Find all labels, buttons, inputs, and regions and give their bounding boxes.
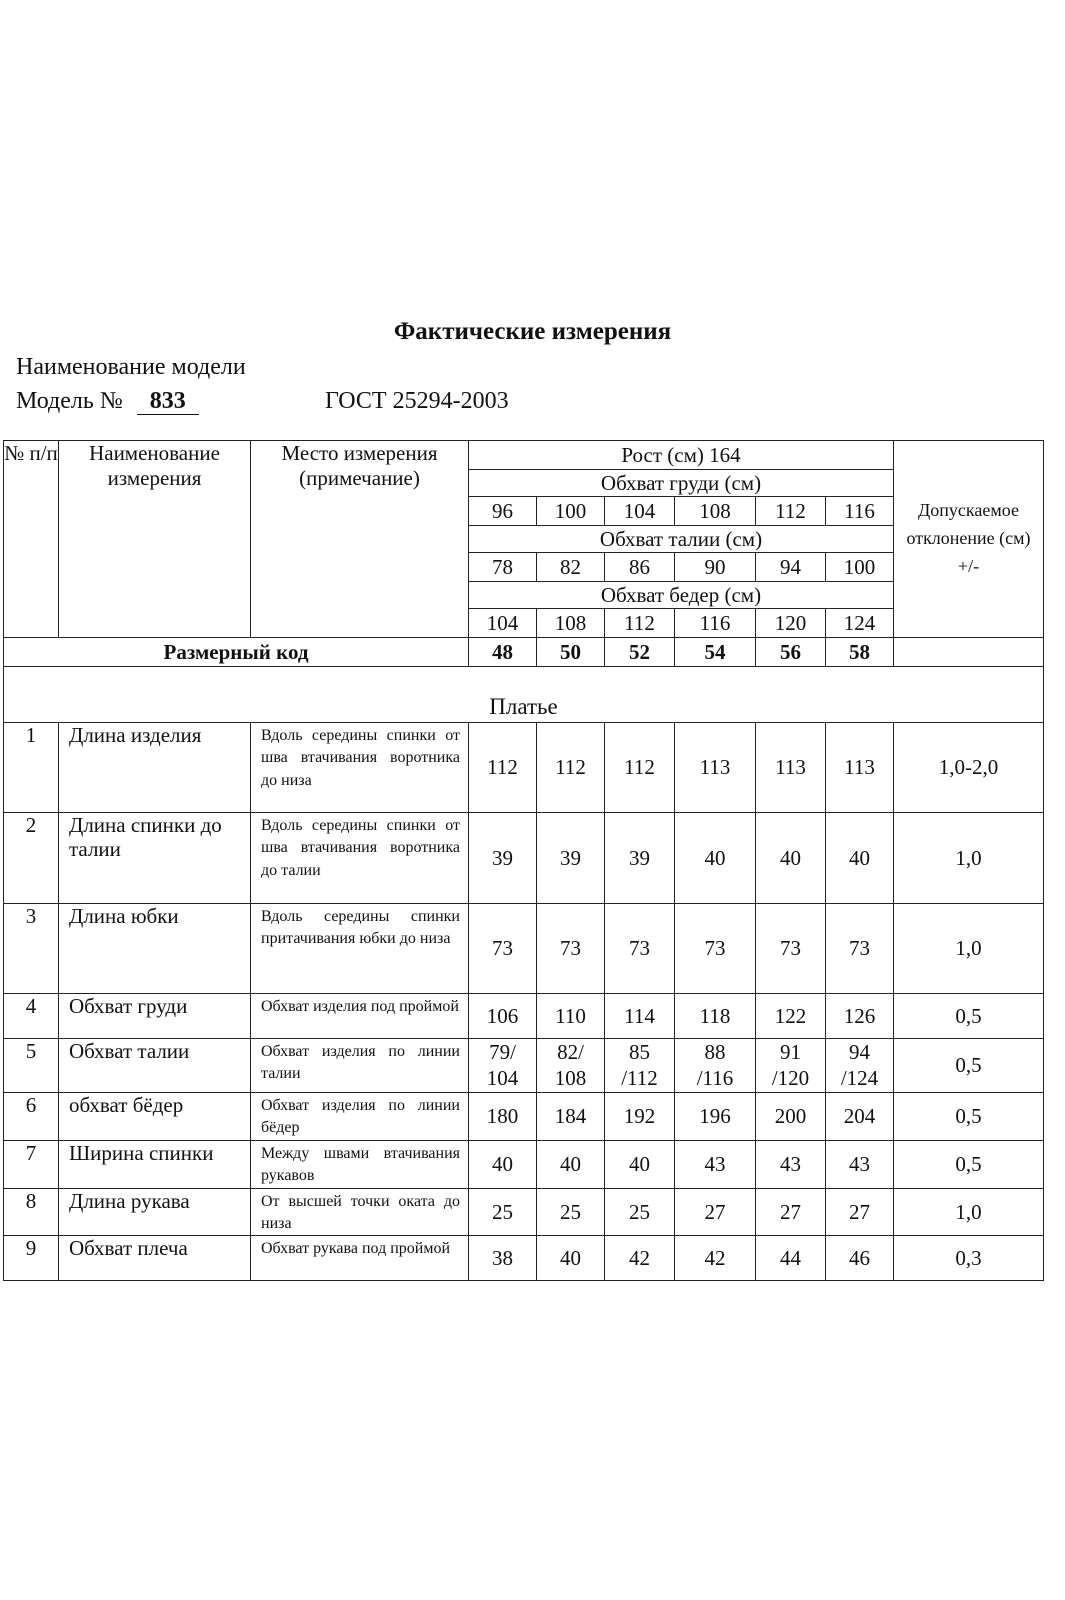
hips-value: 124 xyxy=(826,609,894,638)
row-value: 40 xyxy=(537,1236,605,1281)
row-note: Между швами втачивания рукавов xyxy=(251,1140,469,1188)
value-part: 82/ xyxy=(557,1040,584,1065)
row-value: 46 xyxy=(826,1236,894,1281)
row-name: Длина юбки xyxy=(59,904,251,994)
model-number-label: Модель № xyxy=(16,388,123,414)
value-part: 79/ xyxy=(489,1040,516,1065)
row-value: 184 xyxy=(537,1093,605,1141)
table-row xyxy=(4,904,1044,994)
table-row xyxy=(4,994,1044,1039)
row-value: 196 xyxy=(675,1093,756,1141)
row-value: 192 xyxy=(605,1093,675,1141)
size-code-tolerance-empty xyxy=(894,638,1044,667)
row-note: Вдоль середины спинки от шва втачивания воротника до низа xyxy=(251,723,469,813)
size-code: 58 xyxy=(826,638,894,667)
row-value xyxy=(469,1039,537,1093)
row-note: Обхват изделия под проймой xyxy=(251,994,469,1039)
row-tolerance: 1,0 xyxy=(894,813,1044,904)
row-value: 126 xyxy=(826,994,894,1039)
row-value: 112 xyxy=(469,723,537,813)
document-title: Фактические измерения xyxy=(393,318,672,345)
chest-value: 112 xyxy=(756,497,826,526)
row-value xyxy=(826,1039,894,1093)
table-row xyxy=(4,1236,1044,1281)
row-value: 73 xyxy=(605,904,675,994)
row-value: 25 xyxy=(605,1188,675,1236)
row-note: Вдоль середины спинки притачивания юбки до низа xyxy=(251,904,469,994)
row-value: 40 xyxy=(756,813,826,904)
row-name: Обхват плеча xyxy=(59,1236,251,1281)
header-chest: Обхват груди (см) xyxy=(469,470,894,497)
header-tolerance: Допускаемое отклонение (см) +/- xyxy=(894,441,1044,638)
row-value: 25 xyxy=(537,1188,605,1236)
row-number: 8 xyxy=(4,1188,59,1236)
size-code-row xyxy=(4,638,1044,667)
chest-value: 104 xyxy=(605,497,675,526)
row-value: 113 xyxy=(756,723,826,813)
model-name-label: Наименование модели xyxy=(16,354,246,380)
chest-value: 96 xyxy=(469,497,537,526)
size-code: 56 xyxy=(756,638,826,667)
row-name: Ширина спинки xyxy=(59,1140,251,1188)
chest-value: 100 xyxy=(537,497,605,526)
row-value: 118 xyxy=(675,994,756,1039)
hips-value: 112 xyxy=(605,609,675,638)
row-note: Обхват изделия по линии талии xyxy=(251,1039,469,1093)
row-value: 180 xyxy=(469,1093,537,1141)
section-title: Платье xyxy=(4,667,1044,723)
model-number: 833 xyxy=(137,388,199,415)
row-name: Длина спинки до талии xyxy=(59,813,251,904)
value-part: 108 xyxy=(554,1065,587,1090)
row-value xyxy=(675,1039,756,1093)
table-row xyxy=(4,1188,1044,1236)
row-tolerance: 1,0-2,0 xyxy=(894,723,1044,813)
row-value: 38 xyxy=(469,1236,537,1281)
row-number: 9 xyxy=(4,1236,59,1281)
chest-value: 108 xyxy=(675,497,756,526)
row-value: 39 xyxy=(469,813,537,904)
waist-value: 82 xyxy=(537,553,605,582)
row-name: Длина рукава xyxy=(59,1188,251,1236)
row-value: 27 xyxy=(675,1188,756,1236)
row-value: 43 xyxy=(756,1140,826,1188)
row-value: 112 xyxy=(605,723,675,813)
row-tolerance: 1,0 xyxy=(894,1188,1044,1236)
row-tolerance: 0,5 xyxy=(894,1039,1044,1093)
value-part: /116 xyxy=(696,1065,734,1090)
size-code: 52 xyxy=(605,638,675,667)
row-tolerance: 0,3 xyxy=(894,1236,1044,1281)
row-name: Обхват груди xyxy=(59,994,251,1039)
hips-value: 116 xyxy=(675,609,756,638)
value-part: /124 xyxy=(840,1065,879,1090)
row-value: 40 xyxy=(605,1140,675,1188)
row-value xyxy=(537,1039,605,1093)
row-value xyxy=(756,1039,826,1093)
row-number: 2 xyxy=(4,813,59,904)
row-value: 42 xyxy=(675,1236,756,1281)
header-hips: Обхват бедер (см) xyxy=(469,582,894,609)
row-value: 42 xyxy=(605,1236,675,1281)
row-value: 40 xyxy=(675,813,756,904)
row-value: 27 xyxy=(756,1188,826,1236)
size-code-label: Размерный код xyxy=(4,638,469,667)
row-value: 113 xyxy=(675,723,756,813)
row-value: 43 xyxy=(675,1140,756,1188)
row-tolerance: 1,0 xyxy=(894,904,1044,994)
model-number-line xyxy=(16,388,199,415)
row-tolerance: 0,5 xyxy=(894,1093,1044,1141)
value-part: 94 xyxy=(849,1040,870,1065)
row-value: 73 xyxy=(675,904,756,994)
row-number: 6 xyxy=(4,1093,59,1141)
row-value: 114 xyxy=(605,994,675,1039)
row-number: 7 xyxy=(4,1140,59,1188)
chest-value: 116 xyxy=(826,497,894,526)
row-value: 39 xyxy=(537,813,605,904)
row-value: 39 xyxy=(605,813,675,904)
row-value: 40 xyxy=(537,1140,605,1188)
row-note: Обхват рукава под проймой xyxy=(251,1236,469,1281)
gost-standard: ГОСТ 25294-2003 xyxy=(325,388,509,414)
table-row xyxy=(4,1093,1044,1141)
section-row xyxy=(4,667,1044,723)
row-value: 73 xyxy=(826,904,894,994)
row-name: обхват бёдер xyxy=(59,1093,251,1141)
value-part: /120 xyxy=(771,1065,810,1090)
row-value: 122 xyxy=(756,994,826,1039)
value-part: 85 xyxy=(629,1040,650,1065)
size-code: 48 xyxy=(469,638,537,667)
row-value: 73 xyxy=(537,904,605,994)
row-value: 110 xyxy=(537,994,605,1039)
value-part: 104 xyxy=(486,1065,519,1090)
value-part: 88 xyxy=(704,1040,726,1065)
waist-value: 90 xyxy=(675,553,756,582)
size-code: 50 xyxy=(537,638,605,667)
row-note: Обхват изделия по линии бёдер xyxy=(251,1093,469,1141)
row-value: 44 xyxy=(756,1236,826,1281)
row-value: 113 xyxy=(826,723,894,813)
row-tolerance: 0,5 xyxy=(894,1140,1044,1188)
row-name: Длина изделия xyxy=(59,723,251,813)
row-value: 73 xyxy=(469,904,537,994)
row-value: 73 xyxy=(756,904,826,994)
row-value: 27 xyxy=(826,1188,894,1236)
row-tolerance: 0,5 xyxy=(894,994,1044,1039)
row-value: 25 xyxy=(469,1188,537,1236)
hips-value: 120 xyxy=(756,609,826,638)
header-num: № п/п xyxy=(4,441,59,638)
table-row xyxy=(4,1039,1044,1093)
header-row-height xyxy=(4,441,1044,470)
measurements-table xyxy=(3,440,1044,1281)
row-number: 5 xyxy=(4,1039,59,1093)
row-number: 3 xyxy=(4,904,59,994)
size-code: 54 xyxy=(675,638,756,667)
row-number: 1 xyxy=(4,723,59,813)
row-value: 40 xyxy=(469,1140,537,1188)
header-place: Место измерения (примечание) xyxy=(251,441,469,638)
header-waist: Обхват талии (см) xyxy=(469,526,894,553)
value-part: 91 xyxy=(780,1040,801,1065)
row-value: 204 xyxy=(826,1093,894,1141)
row-value xyxy=(605,1039,675,1093)
waist-value: 100 xyxy=(826,553,894,582)
waist-value: 78 xyxy=(469,553,537,582)
row-note: Вдоль середины спинки от шва втачивания воротника до талии xyxy=(251,813,469,904)
value-part: /112 xyxy=(621,1065,658,1090)
row-value: 112 xyxy=(537,723,605,813)
row-name: Обхват талии xyxy=(59,1039,251,1093)
table-row xyxy=(4,723,1044,813)
hips-value: 108 xyxy=(537,609,605,638)
table-row xyxy=(4,813,1044,904)
hips-value: 104 xyxy=(469,609,537,638)
waist-value: 86 xyxy=(605,553,675,582)
row-note: От высшей точки оката до низа xyxy=(251,1188,469,1236)
header-height: Рост (см) 164 xyxy=(469,441,894,470)
header-name: Наименование измерения xyxy=(59,441,251,638)
row-value: 43 xyxy=(826,1140,894,1188)
waist-value: 94 xyxy=(756,553,826,582)
row-value: 40 xyxy=(826,813,894,904)
row-number: 4 xyxy=(4,994,59,1039)
table-row xyxy=(4,1140,1044,1188)
row-value: 106 xyxy=(469,994,537,1039)
row-value: 200 xyxy=(756,1093,826,1141)
